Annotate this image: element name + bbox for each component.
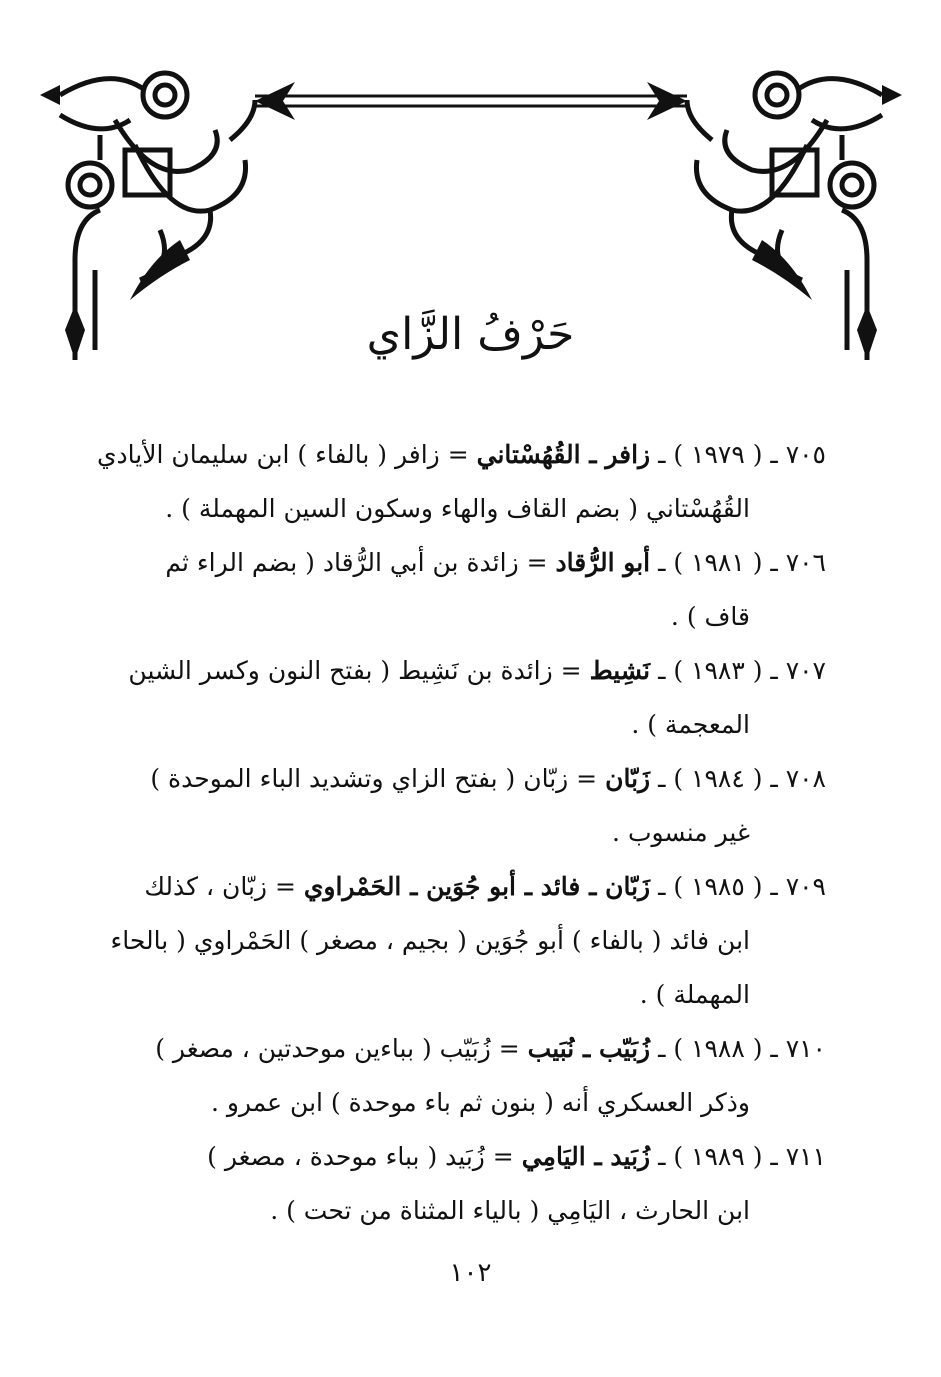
page-number: ١٠٢ [449, 1258, 492, 1288]
entry-first-line [78, 752, 826, 806]
entry-continuation: المهملة ) . [639, 980, 750, 1009]
entry-name: زُبَيد ـ اليَامِي [521, 1142, 651, 1171]
entry-continuation: ابن فائد ( بالفاء ) أبو جُوَين ( بجيم ، مصغر ) الحَمْراوي ( بالحاء [110, 926, 750, 955]
entry-reference: ( ١٩٨٣ ) ـ [658, 656, 763, 685]
entry-reference: ( ١٩٨١ ) ـ [658, 548, 763, 577]
entry-number: ٧٠٥ ـ [770, 440, 826, 469]
entry-711 [78, 1130, 826, 1238]
entry-text: = زُبَيد ( بباء موحدة ، مصغر ) [207, 1142, 514, 1171]
entry-number: ٧١٠ ـ [770, 1034, 826, 1063]
entry-first-line [78, 536, 826, 590]
entry-number: ٧٠٧ ـ [770, 656, 826, 685]
entry-706 [78, 536, 826, 644]
entry-number: ٧٠٩ ـ [770, 872, 826, 901]
entry-name: زافر ـ القُهُسْتاني [476, 440, 651, 469]
entry-name: نَشِيط [589, 656, 651, 685]
entry-text: = زبّان ، كذلك [144, 872, 296, 901]
entry-first-line [78, 644, 826, 698]
entry-continuation: قاف ) . [670, 602, 750, 631]
entry-709 [78, 860, 826, 1022]
entry-reference: ( ١٩٧٩ ) ـ [658, 440, 763, 469]
entry-text: = زُبَيّب ( بباءين موحدتين ، مصغر ) [155, 1034, 520, 1063]
entry-707 [78, 644, 826, 752]
entry-number: ٧١١ ـ [770, 1142, 826, 1171]
entry-reference: ( ١٩٨٩ ) ـ [658, 1142, 763, 1171]
entry-number: ٧٠٦ ـ [770, 548, 826, 577]
entry-first-line [78, 1022, 826, 1076]
entry-continuation: غير منسوب . [612, 818, 750, 847]
entry-continuation: المعجمة ) . [631, 710, 750, 739]
entry-705 [78, 428, 826, 536]
entry-name: زُبَيّب ـ نُبَيب [527, 1034, 651, 1063]
entry-first-line [78, 1130, 826, 1184]
entry-reference: ( ١٩٨٥ ) ـ [658, 872, 763, 901]
entry-710 [78, 1022, 826, 1130]
entry-text: = زافر ( بالفاء ) ابن سليمان الأيادي [96, 440, 469, 469]
entry-name: زَبّان [605, 764, 651, 793]
chapter-heading: حَرْفُ الزَّاي [366, 309, 575, 360]
entry-first-line [78, 860, 826, 914]
entries-list [78, 428, 826, 1238]
entry-text: = زبّان ( بفتح الزاي وتشديد الباء الموحدة ) [150, 764, 598, 793]
entry-name: زَبّان ـ فائد ـ أبو جُوَين ـ الحَمْراوي [303, 872, 651, 901]
entry-first-line [78, 428, 826, 482]
entry-text: = زائدة بن أبي الرُّقاد ( بضم الراء ثم [165, 548, 548, 577]
entry-name: أبو الرُّقاد [555, 548, 651, 577]
entry-continuation: ابن الحارث ، اليَامِي ( بالياء المثناة من تحت ) . [270, 1196, 750, 1225]
entry-708 [78, 752, 826, 860]
entry-reference: ( ١٩٨٤ ) ـ [658, 764, 763, 793]
entry-text: = زائدة بن نَشِيط ( بفتح النون وكسر الشين [128, 656, 582, 685]
entry-number: ٧٠٨ ـ [770, 764, 826, 793]
entry-continuation: القُهُسْتاني ( بضم القاف والهاء وسكون السين المهملة ) . [165, 494, 750, 523]
entry-reference: ( ١٩٨٨ ) ـ [658, 1034, 763, 1063]
entry-continuation: وذكر العسكري أنه ( بنون ثم باء موحدة ) ابن عمرو . [210, 1088, 750, 1117]
